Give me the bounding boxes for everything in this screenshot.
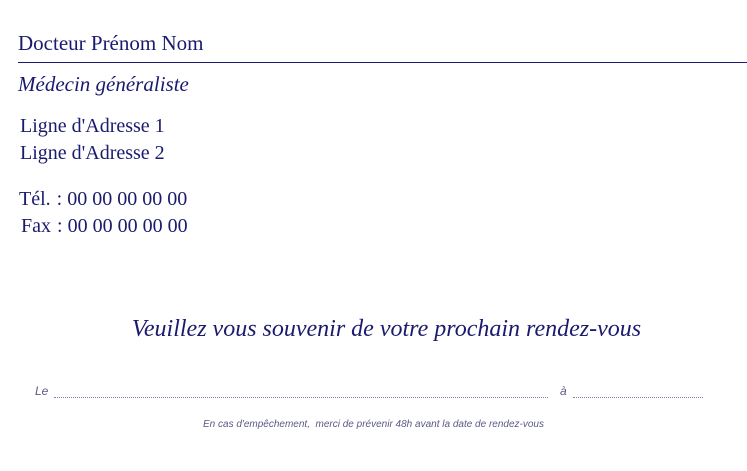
- doctor-name: Docteur Prénom Nom: [18, 31, 204, 55]
- address-line-1: Ligne d'Adresse 1: [20, 115, 165, 137]
- fax-row: [19, 213, 188, 240]
- phone-number: 00 00 00 00 00: [67, 188, 188, 210]
- phone-separator: :: [56, 188, 63, 210]
- appointment-time-blank: [573, 397, 703, 398]
- fax-label: Fax: [21, 215, 51, 237]
- address-line-2: Ligne d'Adresse 2: [20, 142, 165, 164]
- address-block: [20, 113, 165, 167]
- phone-row: [19, 186, 188, 213]
- phone-label: Tél.: [19, 188, 51, 210]
- doctor-specialty: Médecin généraliste: [18, 72, 189, 96]
- appointment-date-label: Le: [35, 384, 49, 398]
- fax-separator: :: [57, 215, 63, 237]
- fax-number: 00 00 00 00 00: [67, 215, 188, 237]
- header-divider: [18, 62, 747, 63]
- reminder-title: Veuillez vous souvenir de votre prochain rendez-vous: [131, 316, 642, 342]
- appointment-time-label: à: [560, 384, 567, 398]
- appointment-date-blank: [54, 397, 548, 398]
- contact-block: [19, 186, 188, 240]
- appointment-fields: [35, 384, 705, 402]
- cancellation-notice: En cas d'empêchement, merci de prévenir 48h avant la date de rendez-vous: [203, 419, 544, 430]
